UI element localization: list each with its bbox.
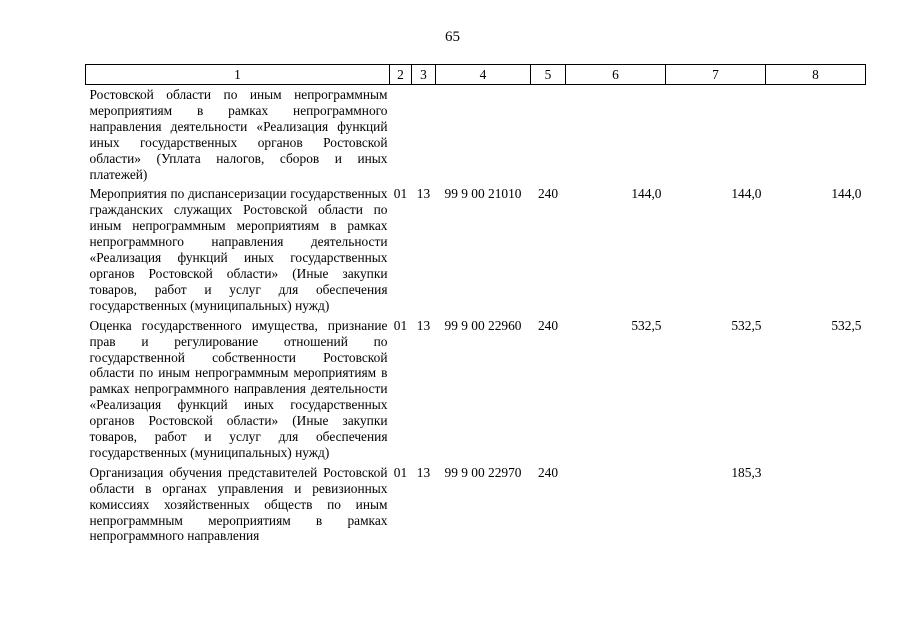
row-value-col7: 185,3: [731, 464, 762, 480]
row-description: Мероприятия по диспансеризации государственных гражданских служащих Ростовской области по иным непрограммным мероприятиям в рамках непрограммного направления деятельности «Реализация функций иных государственных органов Ростовской области» (Иные закупки товаров, работ и услуг для обеспечения государственных (муниципальных) нужд): [89, 186, 388, 313]
row-value-col7: 532,5: [731, 317, 762, 333]
row-description: Организация обучения представителей Ростовской области в органах управления и ревизионных комиссиях хозяйственных обществ по иным непрограммным мероприятиям в рамках непрограммного направления: [89, 464, 388, 544]
row-description: Оценка государственного имущества, признание прав и регулирование отношений по государственной собственности Ростовской области по иным непрограммным мероприятиям в рамках непрограммного направления деятельности «Реализация функций иных государственных органов Ростовской области» (Иные закупки товаров, работ и услуг для обеспечения государственных (муниципальных) нужд): [89, 317, 388, 460]
row-subsection-code: 13: [416, 186, 431, 202]
row-value-col7: 144,0: [731, 186, 762, 202]
row-expense-type: 240: [537, 317, 559, 333]
row-section-code: [390, 85, 412, 187]
row-target-code: [436, 85, 531, 187]
page-number: 65: [445, 29, 460, 45]
row-section-code: 01: [393, 464, 408, 480]
row-section-code: 01: [393, 186, 408, 202]
row-value-col8: 532,5: [831, 317, 862, 333]
row-value-col6: [566, 85, 666, 187]
header-col-1: 1: [86, 65, 390, 85]
row-section-code: 01: [393, 317, 408, 333]
row-expense-type: 240: [537, 186, 559, 202]
row-value-col7: [666, 85, 766, 187]
row-expense-type: [531, 85, 566, 187]
table-row: [86, 186, 866, 317]
header-col-4: 4: [436, 65, 531, 85]
row-subsection-code: [412, 85, 436, 187]
header-col-5: 5: [531, 65, 566, 85]
row-value-col8: [766, 85, 866, 187]
row-value-col6: 144,0: [631, 186, 662, 202]
row-value-col6: [566, 465, 666, 545]
header-col-8: 8: [766, 65, 866, 85]
header-col-3: 3: [412, 65, 436, 85]
row-subsection-code: 13: [416, 464, 431, 480]
header-row: [86, 65, 866, 85]
table-row: [86, 465, 866, 545]
row-expense-type: 240: [537, 464, 559, 480]
budget-table: [85, 64, 866, 544]
row-value-col8: 144,0: [831, 186, 862, 202]
row-target-code: 99 9 00 22960: [444, 317, 522, 333]
row-description: Ростовской области по иным непрограммным мероприятиям в рамках непрограммного направления деятельности «Реализация функций иных государственных органов Ростовской области» (Уплата налогов, сборов и иных платежей): [89, 87, 388, 182]
table-row: [86, 85, 866, 187]
header-col-2: 2: [390, 65, 412, 85]
row-subsection-code: 13: [416, 317, 431, 333]
row-target-code: 99 9 00 21010: [444, 186, 522, 202]
header-col-7: 7: [666, 65, 766, 85]
table-row: [86, 318, 866, 465]
row-value-col6: 532,5: [631, 317, 662, 333]
row-value-col8: [766, 465, 866, 545]
row-target-code: 99 9 00 22970: [444, 464, 522, 480]
header-col-6: 6: [566, 65, 666, 85]
